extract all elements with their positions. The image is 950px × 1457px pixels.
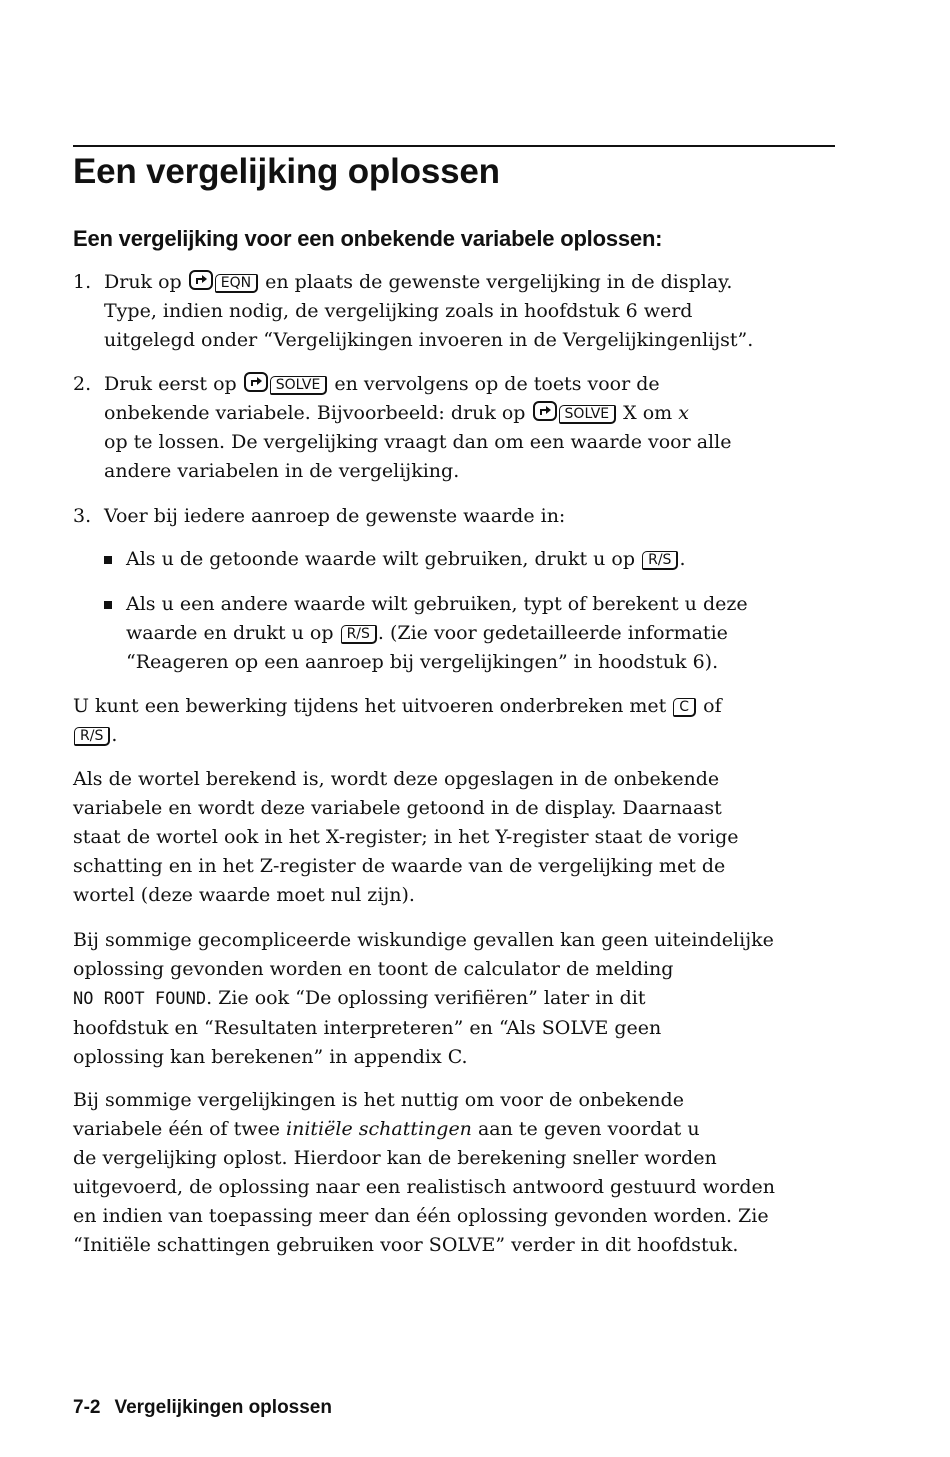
paragraph-root: [73, 765, 843, 910]
bullet-text: waarde en drukt u op: [126, 622, 334, 644]
punct: .: [111, 724, 118, 746]
rs-key: R/S: [642, 551, 678, 570]
solve-key: SOLVE: [559, 405, 617, 424]
display-message: NO ROOT FOUND: [73, 989, 207, 1009]
step-text: X om: [623, 402, 673, 424]
para-line: schatting en in het Z-register de waarde van de vergelijking met de: [73, 855, 726, 877]
para-line: Als de wortel berekend is, wordt deze opgeslagen in de onbekende: [73, 768, 720, 790]
para-line: variabele en wordt deze variabele getoond in de display. Daarnaast: [73, 797, 722, 819]
step-text: Voer bij iedere aanroep de gewenste waarde in:: [104, 505, 566, 527]
paragraph-guesses: [73, 1086, 843, 1260]
section-subtitle: Een vergelijking voor een onbekende variabele oplossen:: [73, 226, 663, 251]
step-text: onbekende variabele. Bijvoorbeeld: druk op: [104, 402, 526, 424]
para-line: aan te geven voordat u: [477, 1118, 700, 1140]
para-line: variabele één of twee: [73, 1118, 280, 1140]
page-footer: [73, 1397, 332, 1419]
para-line: oplossing kan berekenen” in appendix C.: [73, 1046, 468, 1068]
step-text: Druk eerst op: [104, 373, 237, 395]
para-line: staat de wortel ook in het X-register; in het Y-register staat de vorige: [73, 826, 739, 848]
step-text: Druk op: [104, 271, 182, 293]
step-number: 1.: [73, 271, 92, 293]
para-line: uitgevoerd, de oplossing naar een realistisch antwoord gestuurd worden: [73, 1176, 775, 1198]
para-line: oplossing gevonden worden en toont de calculator de melding: [73, 958, 674, 980]
para-text: U kunt een bewerking tijdens het uitvoeren onderbreken met: [73, 695, 667, 717]
para-line: en indien van toepassing meer dan één oplossing gevonden worden. Zie: [73, 1205, 769, 1227]
chapter-title: Vergelijkingen oplossen: [114, 1397, 332, 1418]
punct: .: [679, 548, 686, 570]
bullet-text: Als u een andere waarde wilt gebruiken, typt of berekent u deze: [126, 593, 748, 615]
right-shift-arrow-icon: [244, 372, 268, 392]
emphasis: initiële schattingen: [286, 1118, 472, 1140]
bullet-square-icon: [104, 601, 112, 609]
para-text: of: [703, 695, 722, 717]
step-number: 2.: [73, 373, 92, 395]
step-text: andere variabelen in de vergelijking.: [104, 460, 460, 482]
para-line: wortel (deze waarde moet nul zijn).: [73, 884, 415, 906]
rs-key: R/S: [341, 625, 377, 644]
para-line: hoofdstuk en “Resultaten interpreteren” en “Als SOLVE geen: [73, 1017, 662, 1039]
section-rule: [73, 145, 835, 147]
step-text: uitgelegd onder “Vergelijkingen invoeren in de Vergelijkingenlijst”.: [104, 329, 754, 351]
para-line: Bij sommige gecompliceerde wiskundige gevallen kan geen uiteindelijke: [73, 929, 774, 951]
right-shift-arrow-icon: [533, 401, 557, 421]
para-line: Bij sommige vergelijkingen is het nuttig om voor de onbekende: [73, 1089, 684, 1111]
step-text: op te lossen. De vergelijking vraagt dan om een waarde voor alle: [104, 431, 732, 453]
solve-key: SOLVE: [270, 376, 328, 395]
step-text: Type, indien nodig, de vergelijking zoals in hoofdstuk 6 werd: [104, 300, 693, 322]
bullet-square-icon: [104, 556, 112, 564]
variable-x: x: [678, 402, 689, 424]
paragraph-interrupt: [73, 692, 843, 750]
paragraph-no-root: [73, 926, 843, 1072]
para-line: . Zie ook “De oplossing verifiëren” later in dit: [206, 987, 646, 1009]
right-shift-arrow-icon: [189, 270, 213, 290]
page-number: 7-2: [73, 1397, 101, 1418]
para-line: de vergelijking oplost. Hierdoor kan de berekening sneller worden: [73, 1147, 717, 1169]
bullet-text: “Reageren op een aanroep bij vergelijkingen” in hoodstuk 6).: [126, 651, 719, 673]
section-title: Een vergelijking oplossen: [73, 152, 500, 191]
bullet-text: Als u de getoonde waarde wilt gebruiken, drukt u op: [126, 548, 636, 570]
para-line: “Initiële schattingen gebruiken voor SOLVE” verder in dit hoofdstuk.: [73, 1234, 739, 1256]
step-text: en plaats de gewenste vergelijking in de display.: [265, 271, 733, 293]
bullet-text: . (Zie voor gedetailleerde informatie: [377, 622, 728, 644]
step-number: 3.: [73, 505, 92, 527]
step-text: en vervolgens op de toets voor de: [334, 373, 660, 395]
eqn-key: EQN: [215, 274, 258, 293]
c-key: C: [673, 698, 696, 717]
rs-key: R/S: [74, 727, 110, 746]
